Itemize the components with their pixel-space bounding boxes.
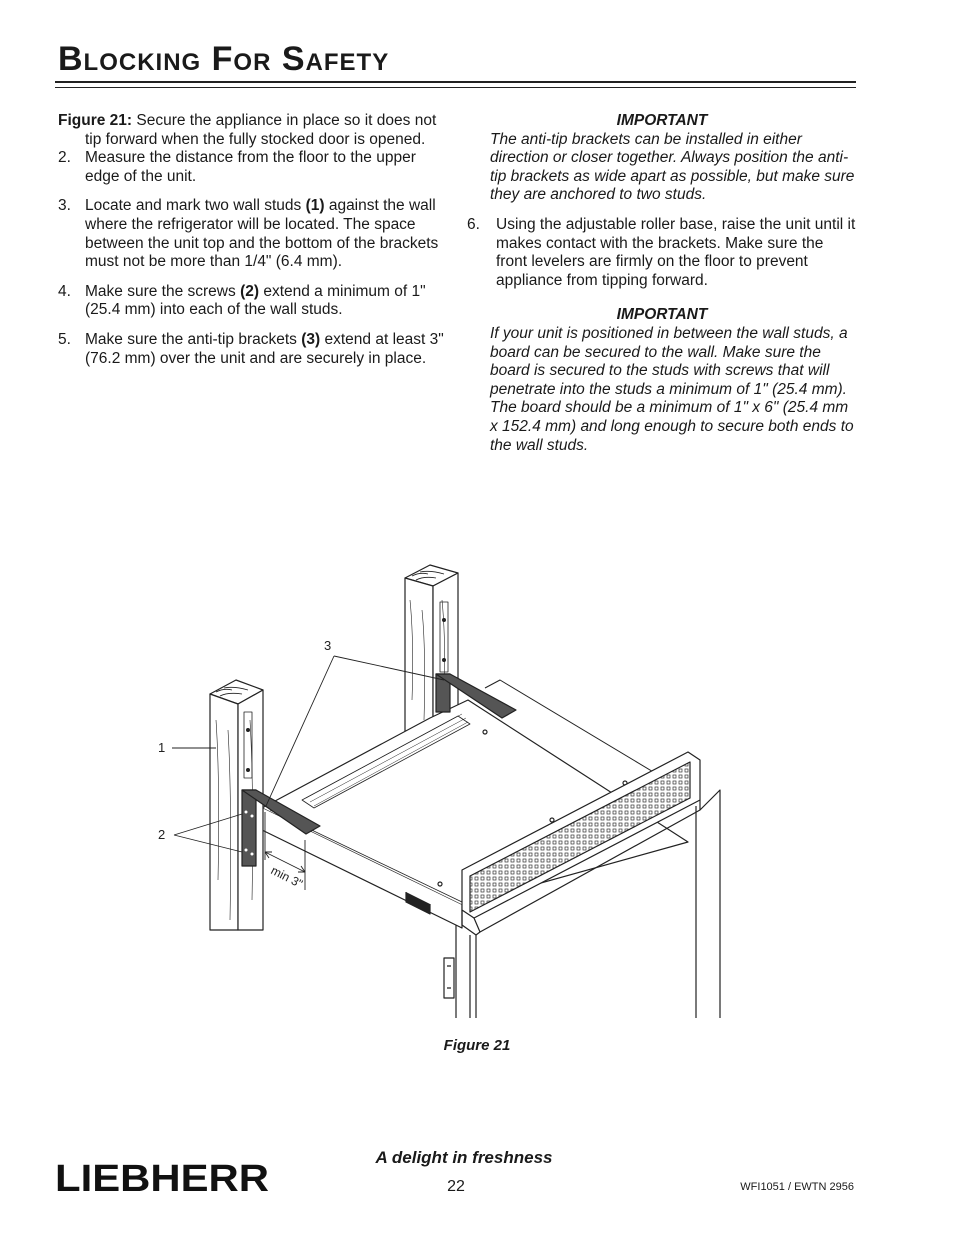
step-2-text: Measure the distance from the floor to the upper edge of the unit. [85,149,416,185]
footer-tagline: A delight in freshness [375,1148,553,1167]
important-heading-1: IMPORTANT [616,112,708,129]
step-5-number: 5. [58,330,71,348]
step-5-text-a: Make sure the anti-tip brackets [85,330,302,348]
callout-1: 1 [158,740,166,755]
title-rule-thin [55,87,856,88]
step-4-ref: (2) [240,282,260,300]
step-4-text-a: Make sure the screws [85,282,241,300]
step-4-text-b: extend a minimum of 1" (25.4 mm) into each of the wall studs. [85,282,426,319]
step-3-text-b: against the wall where the refrigerator will be located. The space between the unit top and the bottom of the brackets must not be more than 1/4" (6.4 mm). [85,197,439,271]
step-2-number: 2. [58,149,71,167]
step-4-text [85,283,450,320]
step-3-ref: (1) [305,197,325,215]
step-5 [58,331,450,368]
right-column [467,112,857,466]
figure-intro [58,112,450,149]
step-2 [58,149,450,186]
callout-3: 3 [324,638,332,653]
important-text-2: If your unit is positioned in between the wall studs, a board can be secured to the wall. Make sure the board is secured to the studs with screws that will penetrate into the studs a minimum of 1" (25.4 mm). The board should be a minimum of 1" x 6" (25.4 mm x 152.4 mm) and long enough to secure both ends to the wall studs. [490,324,854,454]
figure-caption: Figure 21 [443,1037,511,1054]
step-6-text: Using the adjustable roller base, raise the unit until it makes contact with the brackets. Make sure the front levelers are firmly on the floor to prevent appliance from tipping forward. [496,215,856,289]
step-3 [58,197,450,271]
title-rule-thick [55,81,856,83]
step-5-text-b: extend at least 3" (76.2 mm) over the unit and are securely in place. [85,330,444,367]
installation-figure [150,560,870,1030]
figure-intro-label: Figure 21: [58,112,133,129]
step-5-text [85,331,450,368]
callout-2: 2 [158,827,166,842]
step-5-ref: (3) [301,330,321,348]
document-id: WFI1051 / EWTN 2956 [740,1181,854,1193]
step-6-number: 6. [467,215,480,233]
important-text-1: The anti-tip brackets can be installed in either direction or closer together. Always position the anti-tip brackets as wide apart as possible, but make sure they are anchored to two studs. [490,130,855,204]
page-number: 22 [447,1178,465,1195]
step-6 [467,216,857,290]
brand-name: LIEBHERR [55,1160,269,1196]
step-3-number: 3. [58,197,71,215]
step-4 [58,283,450,320]
page-title: Blocking For Safety [58,40,390,78]
dimension-label: min 3" [268,863,305,891]
important-heading-2: IMPORTANT [616,306,708,324]
left-column [58,112,450,368]
step-3-text-a: Locate and mark two wall studs [85,197,306,215]
step-3-text [85,197,450,271]
step-4-number: 4. [58,282,71,300]
figure-intro-text: Secure the appliance in place so it does not tip forward when the fully stocked door is opened. [85,112,437,148]
